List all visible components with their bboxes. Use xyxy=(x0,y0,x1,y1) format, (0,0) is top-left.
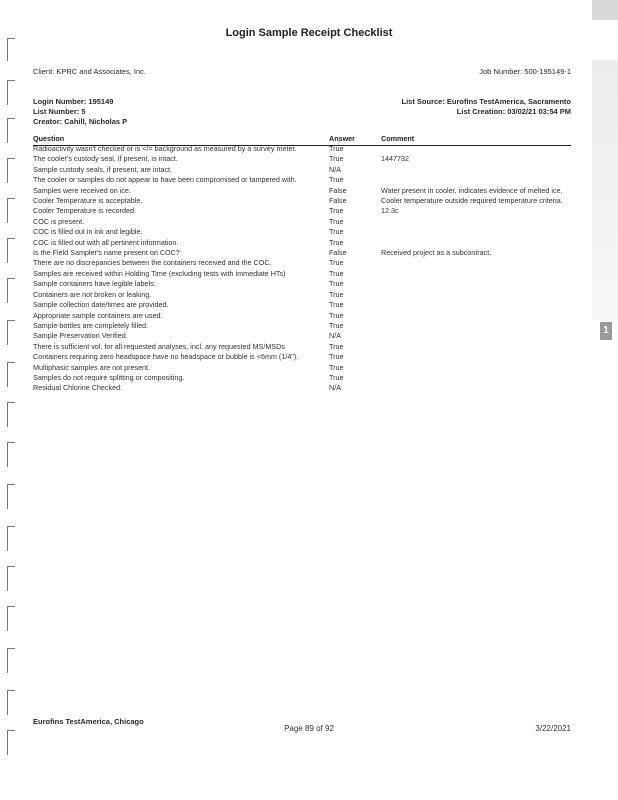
question-cell: Multiphasic samples are not present. xyxy=(33,362,151,372)
question-cell: Sample bottles are completely filled. xyxy=(33,320,149,330)
comment-cell xyxy=(381,291,573,301)
job-number: Job Number: 500-195149-1 xyxy=(479,67,571,76)
edge-tab-strip xyxy=(592,0,618,20)
answer-cell: N/A xyxy=(329,164,341,174)
page-title: Login Sample Receipt Checklist xyxy=(225,27,393,39)
answer-cell: N/A xyxy=(329,383,341,393)
question-cell: There is sufficient vol. for all requested analyses, incl. any requested MS/MSDs xyxy=(33,341,285,351)
binding-mark xyxy=(7,238,15,263)
answer-cell: True xyxy=(329,144,344,153)
comment-cell xyxy=(381,280,573,290)
question-cell: Cooler Temperature is acceptable. xyxy=(33,196,143,206)
answer-cell: False xyxy=(329,185,347,195)
question-cell: COC is present. xyxy=(33,216,85,226)
binding-mark xyxy=(7,320,15,345)
answer-cell: True xyxy=(329,372,344,382)
answer-cell: False xyxy=(329,196,347,206)
list-number: List Number: 5 xyxy=(33,107,86,116)
binding-mark xyxy=(7,38,15,61)
column-header-comment: Comment xyxy=(381,134,415,143)
question-cell: The cooler's custody seal, if present, is intact. xyxy=(33,154,178,164)
question-cell: Samples are received within Holding Time (excluding tests with immediate HTs) xyxy=(33,268,286,278)
table-row xyxy=(33,384,573,394)
question-cell: Residual Chlorine Checked. xyxy=(33,383,123,393)
comment-cell xyxy=(381,332,573,342)
question-cell: Sample collection date/times are provided. xyxy=(33,300,169,310)
binding-mark xyxy=(7,606,15,631)
question-cell: COC is filled out in ink and legible. xyxy=(33,227,143,237)
question-cell: Appropriate sample containers are used. xyxy=(33,310,163,320)
binding-mark xyxy=(7,648,15,673)
footer-date: 3/22/2021 xyxy=(535,724,571,733)
binding-mark xyxy=(7,690,15,715)
creator: Creator: Cahill, Nicholas P xyxy=(33,117,128,126)
comment-cell xyxy=(381,218,573,228)
list-source: List Source: Eurofins TestAmerica, Sacramento xyxy=(401,97,571,106)
comment-cell xyxy=(381,374,573,384)
binding-mark xyxy=(7,362,15,387)
comment-cell xyxy=(381,322,573,332)
answer-cell: True xyxy=(329,320,344,330)
question-cell: Sample custody seals, if present, are intact. xyxy=(33,164,173,174)
checklist-table xyxy=(33,135,573,395)
comment-cell xyxy=(381,343,573,353)
column-header-question: Question xyxy=(33,134,65,143)
answer-cell: True xyxy=(329,175,344,185)
comment-cell xyxy=(381,384,573,394)
answer-cell: True xyxy=(329,216,344,226)
comment-cell xyxy=(381,166,573,176)
answer-cell: True xyxy=(329,227,344,237)
question-cell: Is the Field Sampler's name present on COC? xyxy=(33,248,180,258)
answer-cell: True xyxy=(329,268,344,278)
column-header-answer: Answer xyxy=(329,134,355,143)
comment-cell xyxy=(381,312,573,322)
comment-cell: Received project as a subcontract. xyxy=(381,248,492,258)
binding-mark xyxy=(7,158,15,183)
question-cell: Containers requiring zero headspace have no headspace or bubble is <6mm (1/4"). xyxy=(33,352,299,362)
question-cell: Samples do not require splitting or compositing. xyxy=(33,372,185,382)
footer-lab-name: Eurofins TestAmerica, Chicago xyxy=(33,717,144,726)
answer-cell: True xyxy=(329,352,344,362)
binding-mark xyxy=(7,198,15,223)
page-number: Page 89 of 92 xyxy=(284,724,334,733)
binding-mark xyxy=(7,442,15,467)
edge-tab-strip xyxy=(592,60,618,320)
comment-cell xyxy=(381,353,573,363)
question-cell: Radioactivity wasn't checked or is </= background as measured by a survey meter. xyxy=(33,144,297,153)
client-name: Client: KPRC and Associates, Inc. xyxy=(33,67,146,76)
binding-mark xyxy=(7,730,15,755)
page-tab-badge: 1 xyxy=(600,322,612,340)
answer-cell: True xyxy=(329,154,344,164)
question-cell: The cooler or samples do not appear to have been compromised or tampered with. xyxy=(33,175,297,185)
question-cell: There are no discrepancies between the containers received and the COC. xyxy=(33,258,272,268)
answer-cell: True xyxy=(329,279,344,289)
binding-mark xyxy=(7,402,15,427)
question-cell: Sample containers have legible labels. xyxy=(33,279,156,289)
header-divider xyxy=(33,145,571,146)
answer-cell: True xyxy=(329,258,344,268)
answer-cell: True xyxy=(329,300,344,310)
binding-mark xyxy=(7,566,15,591)
binding-mark xyxy=(7,526,15,551)
answer-cell: N/A xyxy=(329,331,341,341)
binding-mark xyxy=(7,118,15,143)
comment-cell: Cooler temperature outside required temperature criteria. xyxy=(381,196,563,206)
comment-cell xyxy=(381,364,573,374)
answer-cell: True xyxy=(329,310,344,320)
table-row xyxy=(33,207,573,217)
question-cell: Containers are not broken or leaking. xyxy=(33,289,152,299)
question-cell: Cooler Temperature is recorded. xyxy=(33,206,136,216)
comment-cell xyxy=(381,259,573,269)
binding-mark xyxy=(7,80,15,105)
comment-cell xyxy=(381,270,573,280)
login-number: Login Number: 195149 xyxy=(33,97,114,106)
question-cell: Sample Preservation Verified. xyxy=(33,331,128,341)
answer-cell: True xyxy=(329,341,344,351)
binding-mark xyxy=(7,484,15,509)
answer-cell: True xyxy=(329,362,344,372)
question-cell: COC is filled out with all pertinent information. xyxy=(33,237,179,247)
list-creation: List Creation: 03/02/21 03:54 PM xyxy=(456,107,571,116)
comment-cell: 1447732 xyxy=(381,154,409,164)
binding-mark xyxy=(7,278,15,303)
comment-cell xyxy=(381,301,573,311)
comment-cell: Water present in cooler, indicates evidence of melted ice. xyxy=(381,185,563,195)
comment-cell xyxy=(381,145,573,155)
answer-cell: True xyxy=(329,289,344,299)
answer-cell: True xyxy=(329,237,344,247)
question-cell: Samples were received on ice. xyxy=(33,185,131,195)
comment-cell xyxy=(381,228,573,238)
answer-cell: True xyxy=(329,206,344,216)
table-row xyxy=(33,301,573,311)
answer-cell: False xyxy=(329,248,347,258)
comment-cell: 12.3c xyxy=(381,206,399,216)
table-row xyxy=(33,353,573,363)
